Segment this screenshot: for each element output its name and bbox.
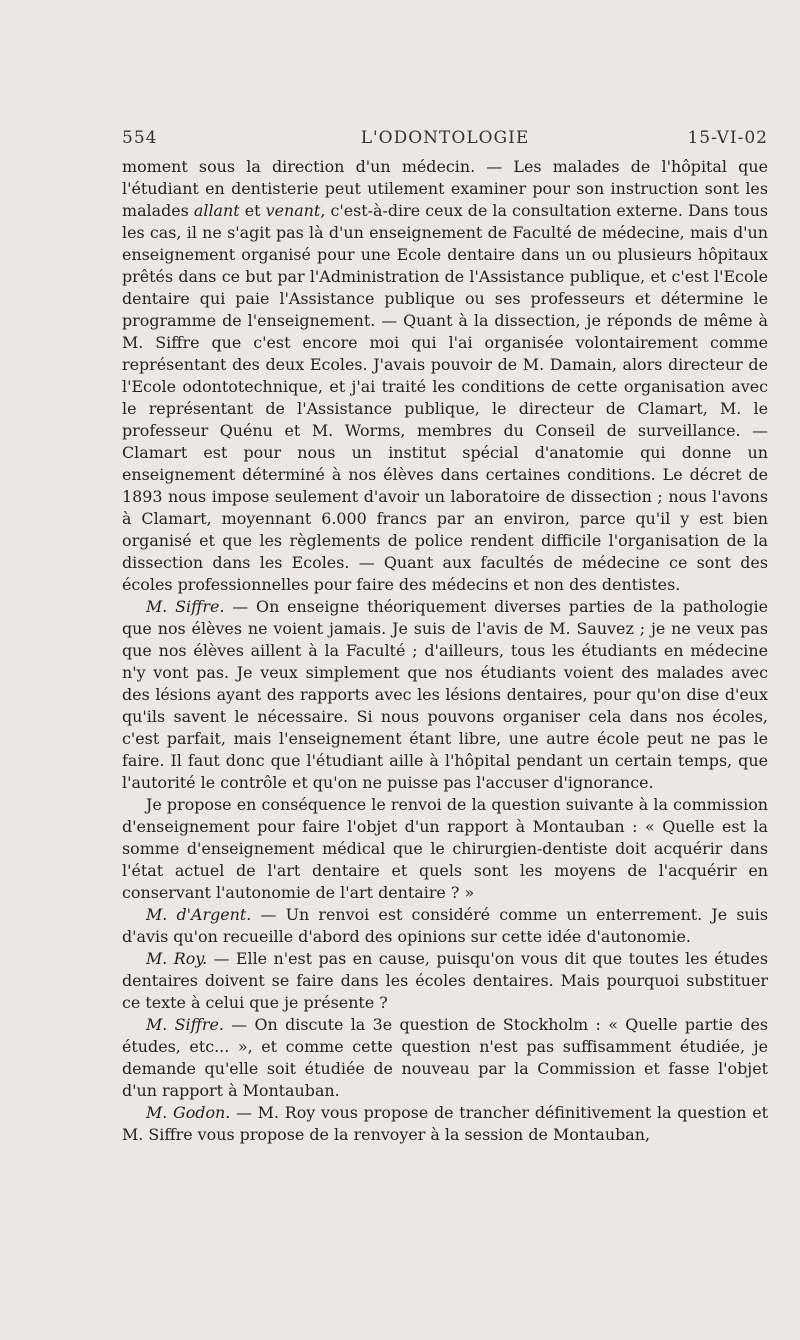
paragraph-5: M. Roy. — Elle n'est pas en cause, puisqu'on vous dit que toutes les études dentaires doivent se faire dans les écoles dentaires. Mais pourquoi substituer ce texte à celui que je présente ? [122,949,768,1012]
running-head [122,128,768,154]
journal-title: L'ODONTOLOGIE [360,128,530,148]
speaker-name: M. Siffre. [146,1015,224,1034]
paragraph-4: M. d'Argent. — Un renvoi est considéré comme un enterrement. Je suis d'avis qu'on recueille d'abord des opinions sur cette idée d'autonomie. [122,905,768,946]
emphasis-venant: venant [265,201,321,220]
paragraph-2: M. Siffre. — On enseigne théoriquement diverses parties de la pathologie que nos élèves ne voient jamais. Je suis de l'avis de M. Sauvez ; je ne veux pas que nos élèves aillent à la Faculté ; d'ailleurs, tous les étudiants en médecine n'y vont pas. Je veux simplement que nos étudiants voient des malades avec des lésions ayant des rapports avec les lésions dentaires, pour qu'on dise d'eux qu'ils savent le nécessaire. Si nous pouvons organiser cela dans nos écoles, c'est parfait, mais l'enseignement étant libre, une autre école peut ne pas le faire. Il faut donc que l'étudiant aille à l'hôpital pendant un certain temps, que l'autorité le contrôle et qu'on ne puisse pas l'accuser d'ignorance. [122,597,768,792]
paragraph-7: M. Godon. — M. Roy vous propose de trancher définitivement la question et M. Siffre vous propose de la renvoyer à la session de Montauban, [122,1103,768,1144]
speaker-name: M. Godon. [146,1103,231,1122]
speaker-name: M. Siffre. [146,597,225,616]
paragraph-3: Je propose en conséquence le renvoi de la question suivante à la commission d'enseignement pour faire l'objet d'un rapport à Montauban : « Quelle est la somme d'enseignement médical que le chirurgien-dentiste doit acquérir dans l'état actuel de l'art dentaire et quels sont les moyens de l'acquérir en conservant l'autonomie de l'art dentaire ? » [122,795,768,902]
page-number: 554 [122,128,158,148]
speaker-name: M. Roy. [146,949,208,968]
body-text [122,156,768,1146]
issue-date: 15-VI-02 [687,128,768,148]
paragraph-1: moment sous la direction d'un médecin. — Les malades de l'hôpital que l'étudiant en dentisterie peut utilement examiner pour son instruction sont les malades allant et venant, c'est-à-dire ceux de la consultation externe. Dans tous les cas, il ne s'agit pas là d'un enseignement de Faculté de médecine, mais d'un enseignement organisé pour une Ecole dentaire dans un ou plusieurs hôpitaux prêtés dans ce but par l'Administration de l'Assistance publique, et c'est l'Ecole dentaire qui paie l'Assistance publique ou ses professeurs et détermine le programme de l'enseignement. — Quant à la dissection, je réponds de même à M. Siffre que c'est encore moi qui l'ai organisée volontairement comme représentant des deux Ecoles. J'avais pouvoir de M. Damain, alors directeur de l'Ecole odontotechnique, et j'ai traité les conditions de cette organisation avec le représentant de l'Assistance publique, le directeur de Clamart, M. le professeur Quénu et M. Worms, membres du Conseil de surveillance. — Clamart est pour nous un institut spécial d'anatomie qui donne un enseignement déterminé à nos élèves dans certaines conditions. Le décret de 1893 nous impose seulement d'avoir un laboratoire de dissection ; nous l'avons à Clamart, moyennant 6.000 francs par an environ, parce qu'il y est bien organisé et que les règlements de police rendent difficile l'organisation de la dissection dans les Ecoles. — Quant aux facultés de médecine ce sont des écoles professionnelles pour faire des médecins et non des dentistes. [122,157,768,594]
speaker-name: M. d'Argent. [146,905,252,924]
paragraph-6: M. Siffre. — On discute la 3e question de Stockholm : « Quelle partie des études, etc... », et comme cette question n'est pas suffisamment étudiée, je demande qu'elle soit étudiée de nouveau par la Commission et fasse l'objet d'un rapport à Montauban. [122,1015,768,1100]
emphasis-allant: allant [193,201,240,220]
